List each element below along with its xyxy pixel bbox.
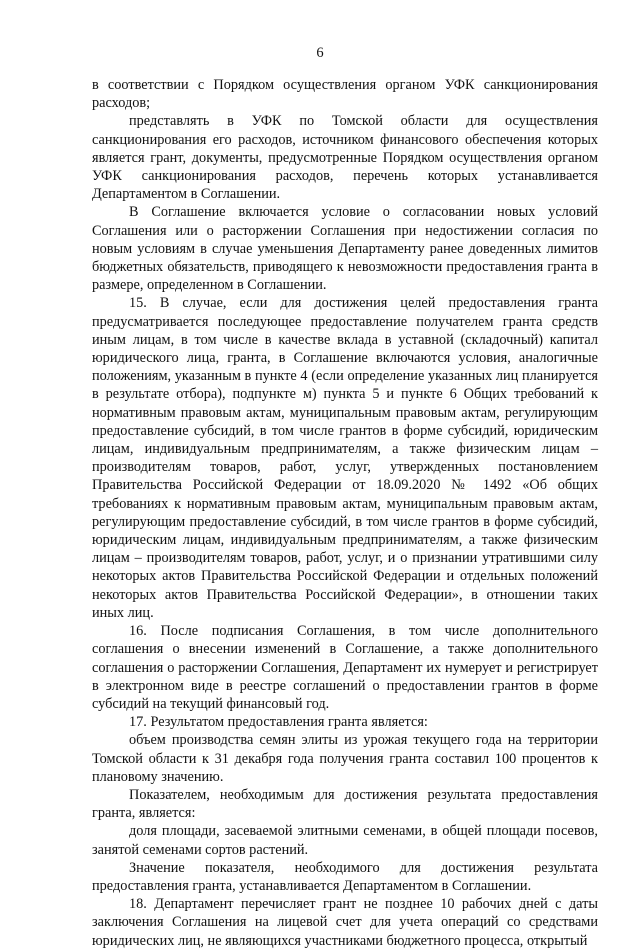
paragraph-submit-documents: представлять в УФК по Томской области для осуществления санкционирования его расходов, источником финансового обеспечения которых является грант, документы, предусмотренные Порядком осуществления органом УФК санкционирования расходов, перечень которых устанавливается Департаментом в Соглашении.	[92, 113, 598, 203]
paragraph-item-15: 15. В случае, если для достижения целей предоставления гранта предусматривается последующее предоставление получателем гранта средств иным лицам, в том числе в качестве вклада в уставной (складочный) капитал юридического лица, гранта, в Соглашение включаются условия, аналогичные положениям, указанным в пункте 4 (если определение указанных лиц планируется в результате отбора), подпункте м) пункта 5 и пункте 6 Общих требований к нормативным правовым актам, муниципальным правовым актам, регулирующим предоставление субсидий, в том числе грантов в форме субсидий, юридическим лицам, индивидуальным предпринимателям, а также физическим лицам – производителям товаров, работ, услуг, утвержденных постановлением Правительства Российской Федерации от 18.09.2020 № 1492 «Об общих требованиях к нормативным правовым актам, муниципальным правовым актам, регулирующим предоставление субсидий, в том числе грантов в форме субсидий, юридическим лицам, индивидуальным предпринимателям, а также физическим лицам – производителям товаров, работ, услуг, и о признании утратившими силу некоторых актов Правительства Российской Федерации и отдельных положений некоторых актов Правительства Российской Федерации», в отношении таких иных лиц.	[92, 295, 598, 621]
paragraph-indicator-value: Значение показателя, необходимого для достижения результата предоставления гранта, устанавливается Департаментом в Соглашении.	[92, 859, 598, 894]
paragraph-item-17: 17. Результатом предоставления гранта является:	[129, 714, 428, 731]
paragraph-indicator-share: доля площади, засеваемой элитными семенами, в общей площади посевов, занятой семенами сортов растений.	[92, 823, 598, 858]
paragraph-new-conditions: В Соглашение включается условие о согласовании новых условий Соглашения или о расторжении Соглашения при недостижении согласия по новым условиям в случае уменьшения Департаменту ранее доведенных лимитов бюджетных обязательств, приводящего к невозможности предоставления гранта в размере, определенном в Соглашении.	[92, 204, 598, 294]
paragraph-result-volume: объем производства семян элиты из урожая текущего года на территории Томской области к 31 декабря года получения гранта составил 100 процентов к плановому значению.	[92, 732, 598, 785]
paragraph-sanction-order: в соответствии с Порядком осуществления органом УФК санкционирования расходов;	[92, 77, 598, 112]
paragraph-indicator-intro: Показателем, необходимым для достижения результата предоставления гранта, является:	[92, 786, 598, 822]
page-number: 6	[316, 45, 324, 61]
paragraph-item-18: 18. Департамент перечисляет грант не позднее 10 рабочих дней с даты заключения Соглашения на лицевой счет для учета операций со средствами юридических лиц, не являющихся участниками бюджетного процесса, открытый	[92, 896, 598, 949]
paragraph-item-16: 16. После подписания Соглашения, в том числе дополнительного соглашения о внесении изменений в Соглашение, а также дополнительного соглашения о расторжении Соглашения, Департамент их нумерует и регистрирует в электронном виде в реестре соглашений о предоставлении грантов в форме субсидий на текущий финансовый год.	[92, 623, 598, 712]
document-body	[92, 76, 598, 950]
